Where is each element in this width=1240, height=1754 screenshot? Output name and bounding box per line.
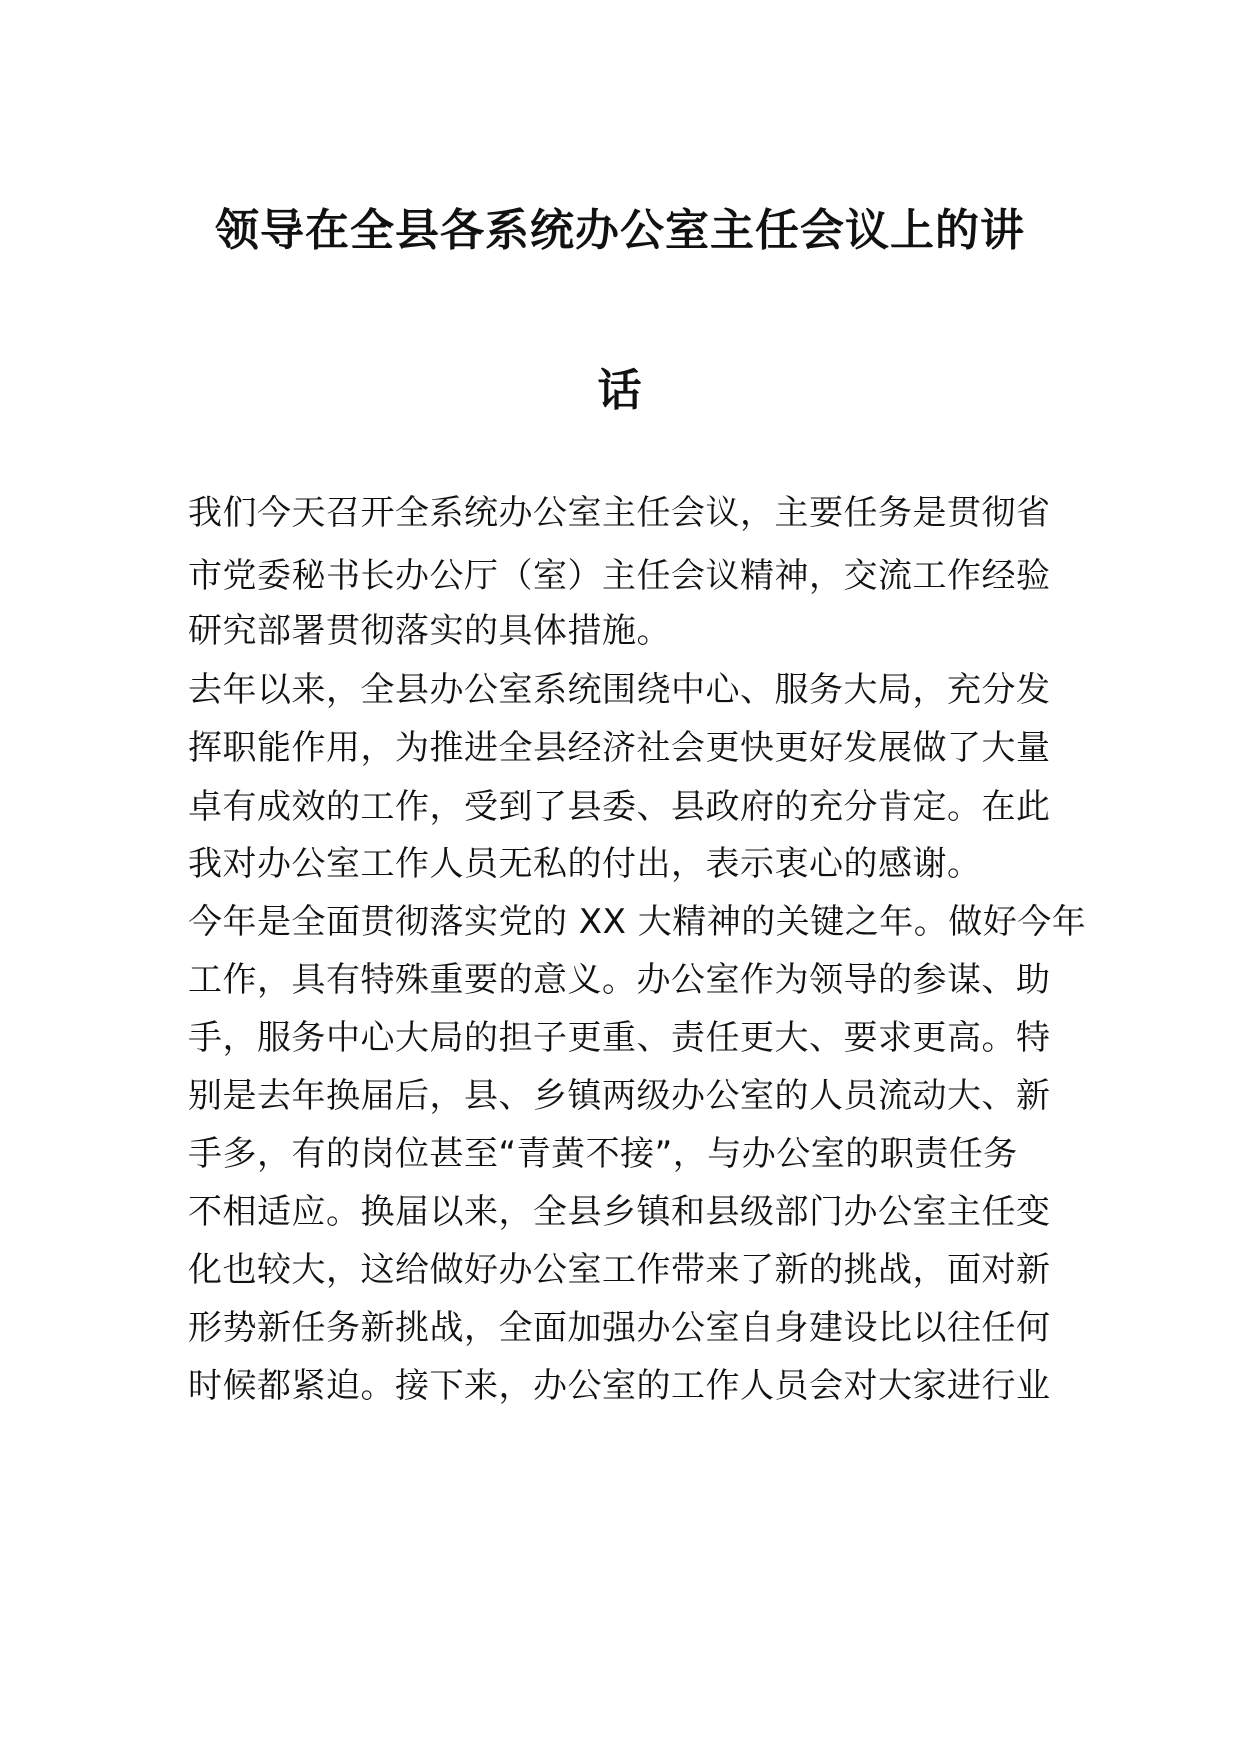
body-text-line: 卓有成效的工作，受到了县委、县政府的充分肯定。在此 [188,787,1051,827]
body-text-line: 手，服务中心大局的担子更重、责任更大、要求更高。特 [188,1018,1051,1058]
document-title-line-1: 领导在全县各系统办公室主任会议上的讲 [215,205,1025,256]
body-text-line: 去年以来，全县办公室系统围绕中心、服务大局，充分发 [188,670,1051,710]
body-text-line: 挥职能作用，为推进全县经济社会更快更好发展做了大量 [188,728,1051,768]
body-text-line: 我们今天召开全系统办公室主任会议，主要任务是贯彻省 [188,493,1051,533]
body-text-line: 不相适应。换届以来，全县乡镇和县级部门办公室主任变 [188,1192,1051,1232]
body-text-line: 工作，具有特殊重要的意义。办公室作为领导的参谋、助 [188,960,1051,1000]
body-text-line: 今年是全面贯彻落实党的 XX 大精神的关键之年。做好今年 [188,902,1087,942]
body-text-line: 化也较大，这给做好办公室工作带来了新的挑战，面对新 [188,1250,1051,1290]
body-text-line: 市党委秘书长办公厅（室）主任会议精神，交流工作经验 [188,556,1051,596]
body-text-line: 别是去年换届后，县、乡镇两级办公室的人员流动大、新 [188,1076,1051,1116]
document-title-line-2: 话 [597,365,643,416]
body-text-line: 时候都紧迫。接下来，办公室的工作人员会对大家进行业 [188,1366,1051,1406]
body-text-line: 形势新任务新挑战，全面加强办公室自身建设比以往任何 [188,1308,1051,1348]
body-text-line: 研究部署贯彻落实的具体措施。 [188,611,671,651]
body-text-line: 我对办公室工作人员无私的付出，表示衷心的感谢。 [188,844,982,884]
body-text-line: 手多，有的岗位甚至“青黄不接”，与办公室的职责任务 [188,1134,1018,1174]
